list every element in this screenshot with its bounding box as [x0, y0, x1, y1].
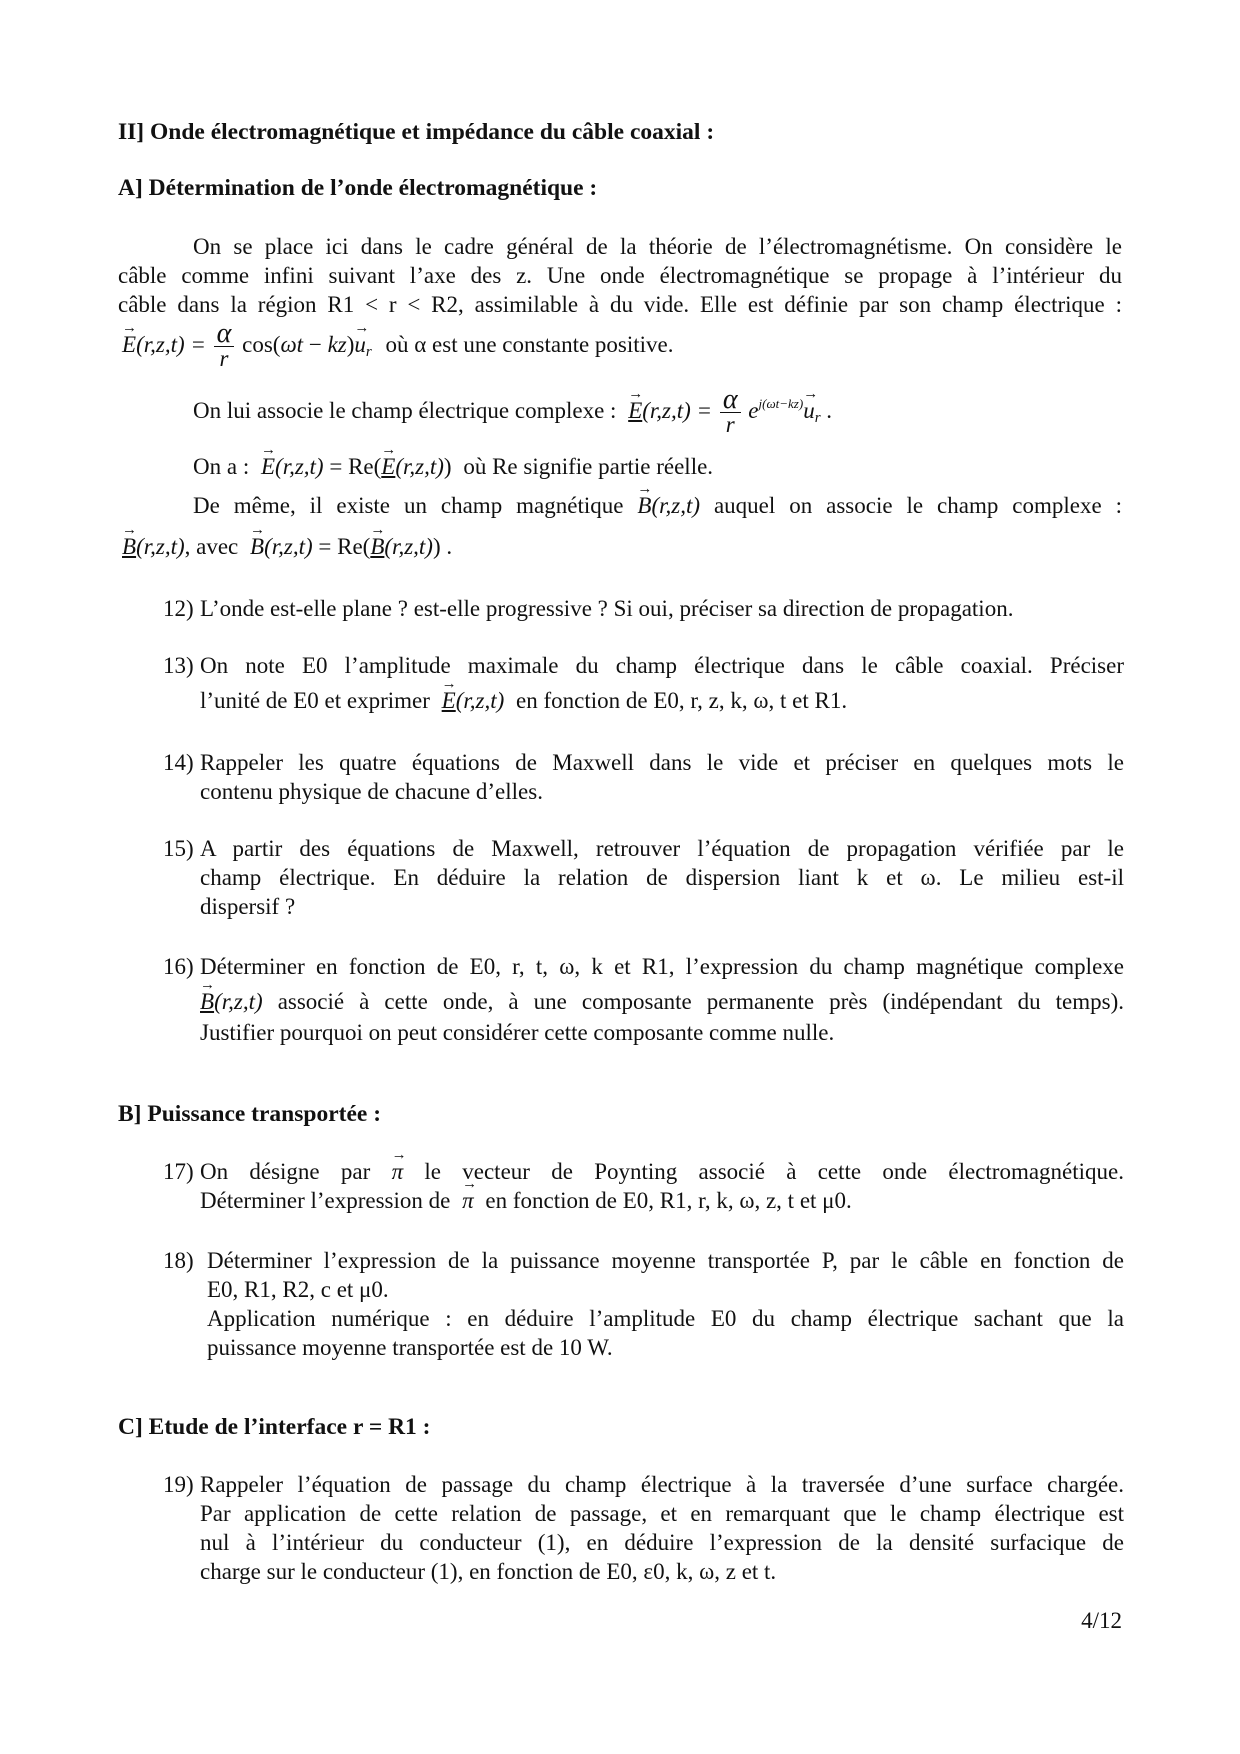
complex-intro: On lui associe le champ électrique complexe :: [193, 397, 617, 423]
avec-label: , avec: [184, 534, 239, 559]
q19-line-4: charge sur le conducteur (1), en fonction de E0, ε0, k, ω, z et t.: [200, 1559, 777, 1584]
intro-line-3: câble dans la région R1 < r < R2, assimilable à du vide. Elle est définie par son champ électrique :: [118, 292, 1122, 317]
q12-text: [200, 594, 1124, 623]
q18-line-3: Application numérique : en déduire l’amplitude E0 du champ électrique sachant que la: [207, 1306, 1124, 1331]
efield-equation: → E(r,z,t) = $\frac{\alpha}{r}$ $\cos(\omega t - kz)\to u_r$ où α est une constante positive.: [122, 322, 674, 371]
magnetic-tail: auquel on associe le champ complexe :: [713, 493, 1123, 518]
q19-line-3: nul à l’intérieur du conducteur (1), en déduire l’expression de la densité surfacique de: [200, 1530, 1124, 1555]
magnetic-intro: De même, il existe un champ magnétique: [193, 493, 624, 518]
q16-line-1: Déterminer en fonction de E0, r, t, ω, k et R1, l’expression du champ magnétique complexe: [200, 954, 1124, 979]
q17-line-1a: On désigne par: [200, 1159, 371, 1184]
q19-text: [200, 1470, 1124, 1586]
q16-line-3: Justifier pourquoi on peut considérer cette composante comme nulle.: [200, 1020, 835, 1045]
q14-line-2: contenu physique de chacune d’elles.: [200, 779, 543, 804]
section-title: II] Onde électromagnétique et impédance du câble coaxial :: [118, 119, 715, 145]
q13-line-2b: en fonction de E0, r, z, k, ω, t et R1.: [516, 688, 848, 713]
real-part-line: On a : → E(r,z,t) = Re(→ E(r,z,t)) où Re signifie partie réelle.: [193, 452, 713, 481]
q16-text: Déterminer en fonction de E0, r, t, ω, k et R1, l’expression du champ magnétique complexe → B(r,z,t) associé à cette onde, à une composante permanente près (indépendant du temps). Justifier pourquoi on peut considérer cette composante comme nulle.: [200, 952, 1124, 1047]
q17-line-2a: Déterminer l’expression de: [200, 1188, 451, 1213]
q12-number: 12): [163, 596, 194, 621]
intro-line-1: On se place ici dans le cadre général de la théorie de l’électromagnétisme. On considère le: [193, 234, 1122, 259]
q17-number: 17): [163, 1159, 194, 1184]
q18-line-4: puissance moyenne transportée est de 10 W.: [207, 1335, 613, 1360]
subsection-a-title: A] Détermination de l’onde électromagnétique :: [118, 175, 598, 201]
q14-line-1: Rappeler les quatre équations de Maxwell dans le vide et préciser en quelques mots le: [200, 750, 1124, 775]
alpha-over-r: $\frac{\alpha}{r}$: [214, 322, 235, 371]
q18-line-2: E0, R1, R2, c et μ0.: [207, 1277, 389, 1302]
re-note: où Re signifie partie réelle.: [463, 454, 714, 479]
q15-line-1: A partir des équations de Maxwell, retrouver l’équation de propagation vérifiée par le: [200, 836, 1124, 861]
q14-number: 14): [163, 750, 194, 775]
q19-line-1: Rappeler l’équation de passage du champ électrique à la traversée d’une surface chargée.: [200, 1472, 1124, 1497]
complex-field-line: On lui associe le champ électrique complexe : → E(r,z,t) = $\frac{\alpha}{r}$ $e^{j(\omega t-kz)}\to u_r$ .: [193, 388, 832, 437]
magnetic-line: De même, il existe un champ magnétique → B(r,z,t) auquel on associe le champ complexe :: [193, 491, 1122, 520]
intro-line-2: câble comme infini suivant l’axe des z. Une onde électromagnétique se propage à l’intérieur du: [118, 263, 1122, 288]
q17-line-2b: en fonction de E0, R1, r, k, ω, z, t et μ0.: [485, 1188, 852, 1213]
efield-tail: où α est une constante positive.: [385, 331, 674, 357]
q19-line-2: Par application de cette relation de passage, et en remarquant que le champ électrique est: [200, 1501, 1124, 1526]
q16-line-2: associé à cette onde, à une composante permanente près (indépendant du temps).: [277, 989, 1125, 1014]
q13-line-1: On note E0 l’amplitude maximale du champ électrique dans le câble coaxial. Préciser: [200, 653, 1124, 678]
q12-line: L’onde est-elle plane ? est-elle progressive ? Si oui, préciser sa direction de propagation.: [200, 596, 1014, 621]
q15-number: 15): [163, 836, 194, 861]
q18-line-1: Déterminer l’expression de la puissance moyenne transportée P, par le câble en fonction de: [207, 1248, 1124, 1273]
q18-text: [207, 1246, 1124, 1362]
magnetic-complex-line: → B(r,z,t), avec → B(r,z,t) = Re(→ B(r,z,t)) .: [122, 532, 452, 561]
q13-text: On note E0 l’amplitude maximale du champ électrique dans le câble coaxial. Préciser l’unité de E0 et exprimer → E(r,z,t) en fonction de E0, r, z, k, ω, t et R1.: [200, 651, 1124, 715]
page-number: 4/12: [1081, 1608, 1122, 1633]
q15-line-2: champ électrique. En déduire la relation de dispersion liant k et ω. Le milieu est-il: [200, 865, 1124, 890]
q13-number: 13): [163, 653, 194, 678]
subsection-b-title: B] Puissance transportée :: [118, 1101, 382, 1127]
q16-number: 16): [163, 954, 194, 979]
q15-line-3: dispersif ?: [200, 894, 296, 919]
q14-text: [200, 748, 1124, 806]
subsection-c-title: C] Etude de l’interface r = R1 :: [118, 1414, 431, 1440]
q13-line-2a: l’unité de E0 et exprimer: [200, 688, 430, 713]
on-a-label: On a :: [193, 454, 250, 479]
q17-line-1b: le vecteur de Poynting associé à cette onde électromagnétique.: [424, 1159, 1125, 1184]
q15-text: [200, 834, 1124, 921]
intro-paragraph: [118, 232, 1122, 319]
q17-text: On désigne par → π le vecteur de Poynting associé à cette onde électromagnétique. Déterminer l’expression de → π en fonction de E0, R1, r, k, ω, z, t et μ0.: [200, 1157, 1124, 1215]
q19-number: 19): [163, 1472, 194, 1497]
q18-number: 18): [163, 1248, 194, 1273]
